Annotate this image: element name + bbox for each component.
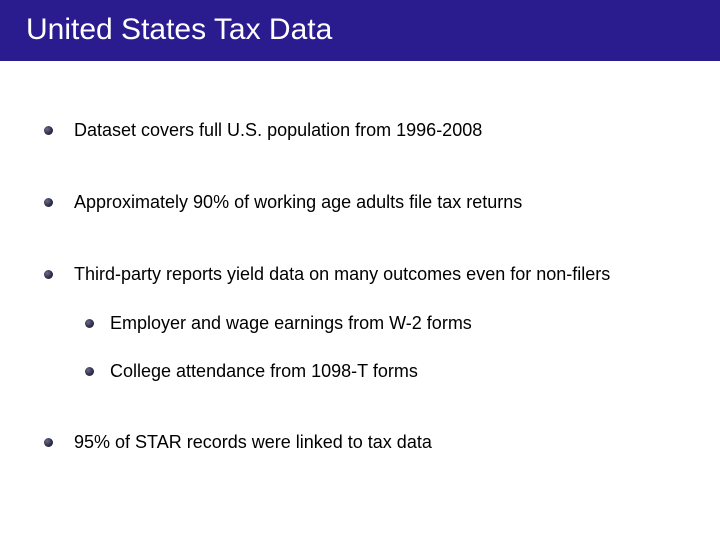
slide-title: United States Tax Data [26,13,333,46]
bullet-dot-icon [44,438,53,447]
title-bar [0,0,720,61]
bullet-text: Dataset covers full U.S. population from 1996-2008 [74,120,483,140]
sub-bullet-dot-icon [85,367,94,376]
bullet-dot-icon [44,198,53,207]
bullet-dot-icon [44,126,53,135]
bullet-dot-icon [44,270,53,279]
bullet-text: Third-party reports yield data on many outcomes even for non-filers [74,264,611,284]
sub-bullet-text: College attendance from 1098-T forms [110,361,418,381]
bullet-text: 95% of STAR records were linked to tax data [74,432,432,452]
sub-bullet-dot-icon [85,319,94,328]
sub-bullet-text: Employer and wage earnings from W-2 forms [110,313,472,333]
bullet-text: Approximately 90% of working age adults file tax returns [74,192,523,212]
